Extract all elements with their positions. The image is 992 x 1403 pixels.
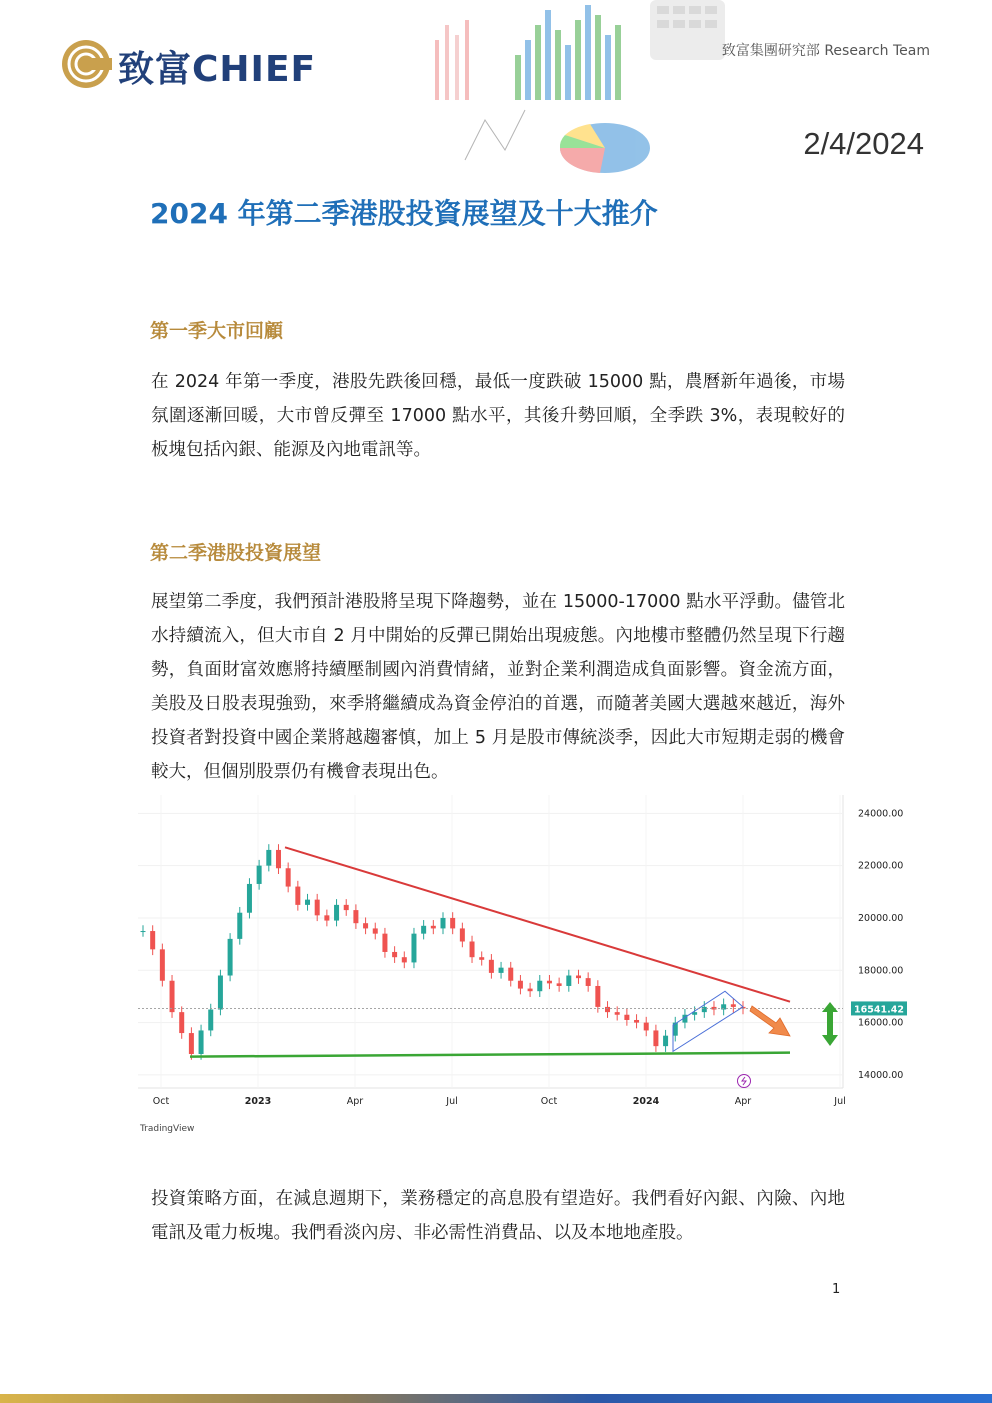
candle-body [392, 952, 397, 957]
candle-body [257, 866, 262, 884]
candle-body [595, 986, 600, 1007]
strategy-text: 投資策略方面，在減息週期下，業務穩定的高息股有望造好。我們看好內銀、內險、內地電訊及電力板塊。我們看淡內房、非必需性消費品、以及本地地產股。 [151, 1189, 845, 1243]
candle-body [160, 949, 165, 980]
tradingview-label: TradingView [140, 1124, 195, 1134]
candle-body [315, 900, 320, 916]
page-number: 1 [832, 1282, 841, 1297]
candle-body [731, 1004, 736, 1007]
candle-body [489, 960, 494, 973]
company-logo [60, 38, 380, 94]
candle-body [218, 976, 223, 1010]
candle-body [324, 915, 329, 920]
candle-body [508, 968, 513, 981]
candle-body [266, 850, 271, 866]
x-tick-label: 2024 [632, 1096, 660, 1107]
candle-body [373, 928, 378, 933]
candle-body [295, 887, 300, 905]
candle-body [431, 926, 436, 929]
section1-text: 在 2024 年第一季度，港股先跌後回穩，最低一度跌破 15000 點，農曆新年過後，市場氛圍逐漸回暖，大市曾反彈至 17000 點水平，其後升勢回順，全季跌 3%，表現較好的板塊包括內銀、能源及內地電訊等。 [151, 372, 845, 460]
y-tick-label: 14000.00 [858, 1069, 904, 1081]
candle-body [518, 981, 523, 989]
footer-bar [0, 1394, 992, 1403]
candle-body [141, 931, 146, 932]
candle-body [247, 884, 252, 913]
candle-body [305, 900, 310, 905]
candle-body [605, 1007, 610, 1012]
y-tick-label: 16000.00 [858, 1017, 904, 1029]
candle-body [644, 1023, 649, 1031]
candle-body [624, 1015, 629, 1020]
candle-body [547, 981, 552, 984]
candle-body [479, 957, 484, 960]
strategy-paragraph [151, 1182, 845, 1250]
logo-text: 致富CHIEF [118, 49, 317, 90]
y-tick-label: 20000.00 [858, 912, 904, 924]
candle-body [663, 1036, 668, 1046]
x-tick-label: Jul [834, 1096, 846, 1107]
candle-body [702, 1007, 707, 1012]
section1-heading: 第一季大市回顧 [150, 320, 284, 342]
candle-body [402, 957, 407, 962]
report-title: 2024 年第二季港股投資展望及十大推介 [150, 197, 658, 230]
candle-body [586, 978, 591, 986]
chart-background [138, 790, 914, 1120]
candle-body [237, 913, 242, 939]
candle-body [537, 981, 542, 991]
candle-body [528, 989, 533, 992]
candle-body [566, 976, 571, 986]
candle-body [615, 1012, 620, 1015]
x-tick-label: Apr [734, 1096, 752, 1107]
x-tick-label: Apr [346, 1096, 364, 1107]
section1-paragraph [151, 365, 845, 467]
candle-body [470, 942, 475, 958]
decorative-charts-image [425, 0, 725, 195]
x-tick-label: 2023 [244, 1096, 272, 1107]
last-price-label: 16541.42 [854, 1004, 904, 1016]
candle-body [499, 968, 504, 973]
candle-body [334, 905, 339, 921]
candle-body [363, 923, 368, 928]
candle-body [411, 934, 416, 963]
candle-body [286, 868, 291, 886]
candle-body [557, 983, 562, 986]
candle-body [199, 1030, 204, 1054]
candle-body [450, 918, 455, 928]
candle-body [441, 918, 446, 928]
candle-body [421, 926, 426, 934]
x-tick-label: Oct [152, 1096, 170, 1107]
y-tick-label: 22000.00 [858, 860, 904, 872]
y-tick-label: 24000.00 [858, 808, 904, 820]
candle-body [353, 910, 358, 923]
candle-body [228, 939, 233, 976]
section2-heading: 第二季港股投資展望 [150, 542, 322, 564]
candle-body [382, 934, 387, 952]
report-date: 2/4/2024 [803, 126, 924, 161]
department-label: 致富集團研究部 Research Team [721, 43, 930, 59]
candle-body [344, 905, 349, 910]
logo-mark-icon [60, 38, 112, 90]
section2-text: 展望第二季度，我們預計港股將呈現下降趨勢，並在 15000-17000 點水平浮動。儘管北水持續流入，但大市自 2 月中開始的反彈已開始出現疲態。內地樓市整體仍然呈現下行趨勢，負面財富效應將持續壓制國內消費情緒，並對企業利潤造成負面影響。資金流方面，美股及日股表現強勁，來季將繼續成為資金停泊的首選，而隨著美國大選越來越近，海外投資者對投資中國企業將越趨審慎，加上 5 月是股市傳統淡季，因此大市短期走弱的機會較大，但個別股票仍有機會表現出色。 [151, 592, 845, 782]
candle-body [189, 1033, 194, 1054]
candle-body [276, 850, 281, 868]
candle-body [208, 1010, 213, 1031]
hsi-candlestick-chart [138, 790, 914, 1120]
candle-body [179, 1012, 184, 1033]
y-tick-label: 18000.00 [858, 965, 904, 977]
candle-body [150, 931, 155, 949]
section2-paragraph [151, 585, 845, 789]
candle-body [634, 1020, 639, 1023]
candle-body [576, 976, 581, 979]
x-tick-label: Jul [446, 1096, 458, 1107]
x-tick-label: Oct [540, 1096, 558, 1107]
candle-body [460, 928, 465, 941]
candle-body [653, 1030, 658, 1046]
candle-body [170, 981, 175, 1012]
